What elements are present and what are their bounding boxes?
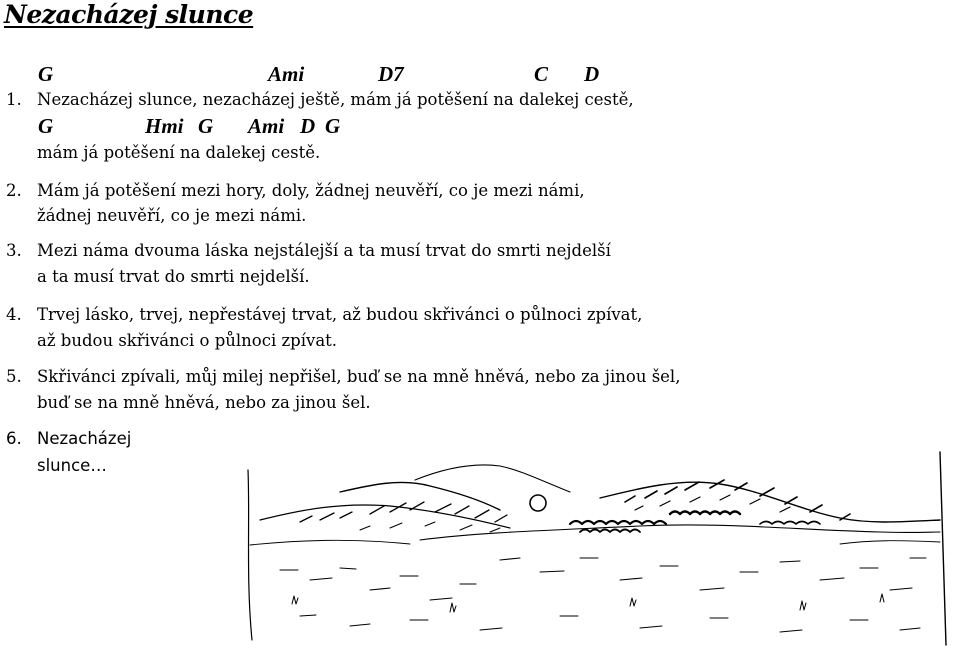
chord: D7 xyxy=(378,62,404,86)
verse-number: 2. xyxy=(6,181,22,200)
verse-line: mám já potěšení na dalekej cestě. xyxy=(37,143,321,162)
verse-line: žádnej neuvěří, co je mezi námi. xyxy=(37,206,307,225)
verse-number: 3. xyxy=(6,241,22,260)
verse-number: 6. xyxy=(6,429,22,448)
verse-line: Nezacházej xyxy=(37,429,132,448)
landscape-sketch-illustration xyxy=(240,440,960,650)
chord: Ami xyxy=(248,114,285,138)
sketch-horizon xyxy=(420,525,940,540)
verse-number: 1. xyxy=(6,90,22,109)
verse-line: Mezi náma dvouma láska nejstálejší a ta musí trvat do smrti nejdelší xyxy=(37,241,611,260)
verse-line: Mám já potěšení mezi hory, doly, žádnej neuvěří, co je mezi námi, xyxy=(37,181,585,200)
song-title: Nezacházej slunce xyxy=(4,0,254,29)
chord: D xyxy=(584,62,600,86)
verse-line: Skřivánci zpívali, můj milej nepřišel, buď se na mně hněvá, nebo za jinou šel, xyxy=(37,367,681,386)
chord: C xyxy=(534,62,549,86)
verse-line: až budou skřivánci o půlnoci zpívat. xyxy=(37,331,338,350)
sketch-frame-left xyxy=(248,470,252,640)
sketch-frame-right xyxy=(940,452,946,645)
chord: G xyxy=(38,62,54,86)
verse-number: 4. xyxy=(6,305,22,324)
verse-line: Nezacházej slunce, nezacházej ještě, mám já potěšení na dalekej cestě, xyxy=(37,90,634,109)
verse-line: a ta musí trvat do smrti nejdelší. xyxy=(37,267,310,286)
chord: G xyxy=(325,114,341,138)
chord: D xyxy=(300,114,316,138)
verse-line: slunce… xyxy=(37,456,107,475)
verse-number: 5. xyxy=(6,367,22,386)
sketch-hill-left xyxy=(340,482,500,510)
sketch-hill-right xyxy=(600,482,940,522)
verse-line: Trvej lásko, trvej, nepřestávej trvat, až budou skřivánci o půlnoci zpívat, xyxy=(37,305,643,324)
verse-line: buď se na mně hněvá, nebo za jinou šel. xyxy=(37,393,371,412)
chord: G xyxy=(38,114,54,138)
chord: G xyxy=(198,114,214,138)
sun-icon xyxy=(530,495,546,511)
chord: Ami xyxy=(268,62,305,86)
chord: Hmi xyxy=(145,114,184,138)
